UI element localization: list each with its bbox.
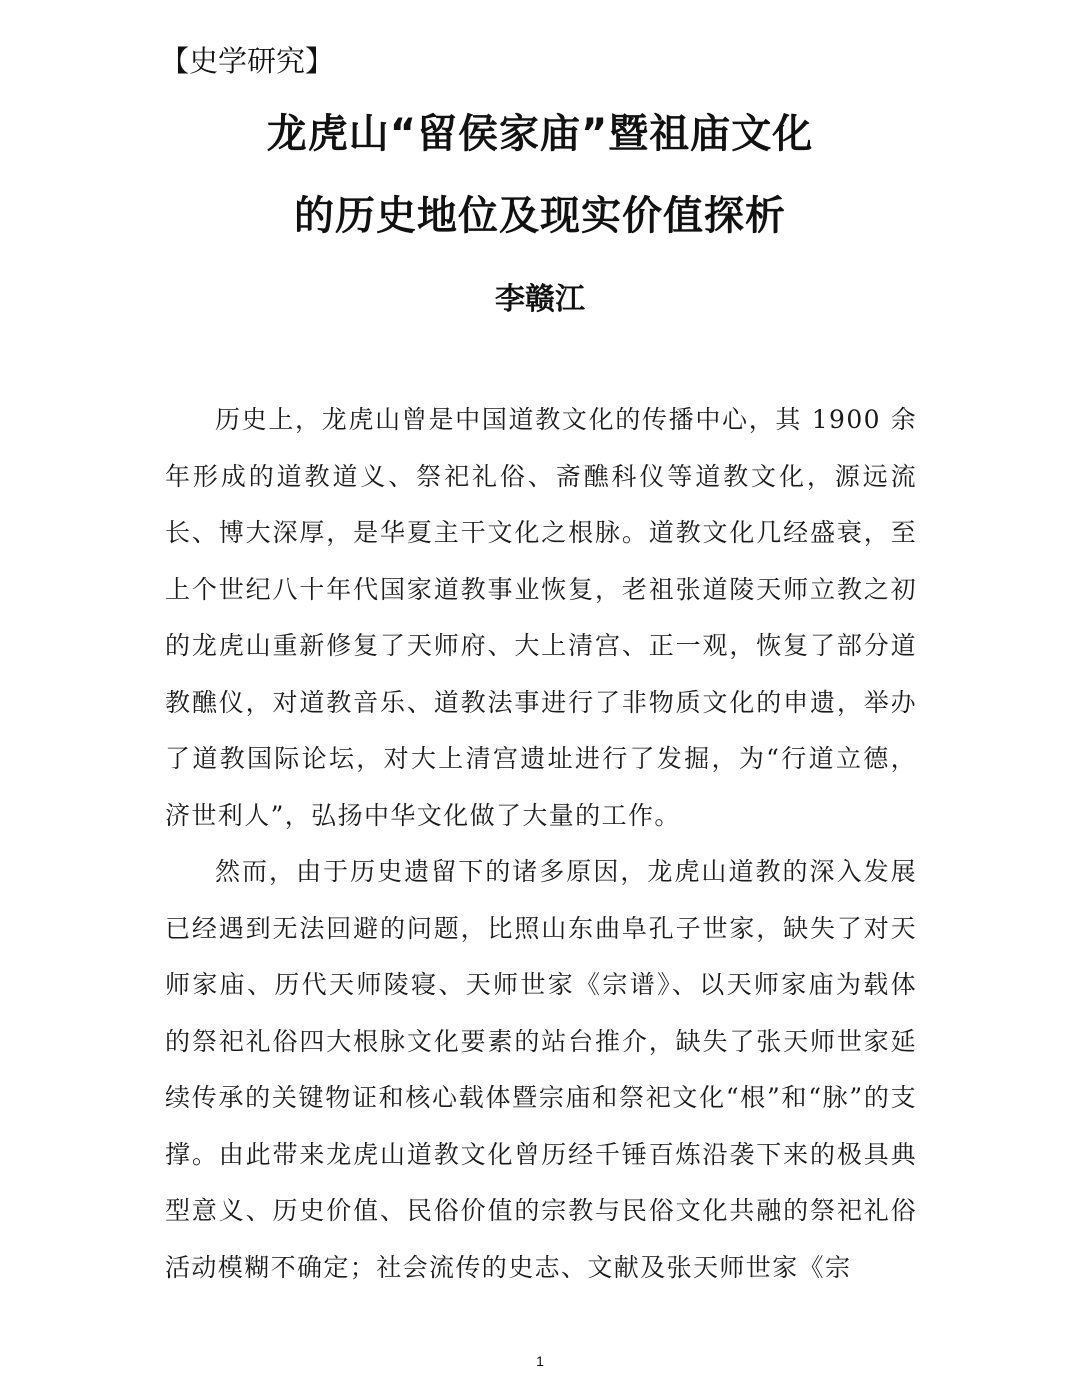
- title-line-2: 的历史地位及现实价值探析: [294, 193, 786, 239]
- paragraph: 历史上，龙虎山曾是中国道教文化的传播中心，其 1900 余年形成的道教道义、祭祀礼俗、斋醮科仪等道教文化，源远流长、博大深厚，是华夏主干文化之根脉。道教文化几经盛衰，至上个世纪八十年代国家道教事业恢复，老祖张道陵天师立教之初的龙虎山重新修复了天师府、大上清宫、正一观，恢复了部分道教醮仪，对道教音乐、道教法事进行了非物质文化的申遗，举办了道教国际论坛，对大上清宫遗址进行了发掘，为“行道立德，济世利人”，弘扬中华文化做了大量的工作。: [165, 405, 917, 830]
- section-tag: 【史学研究】: [160, 46, 335, 78]
- author-name: 李赣江: [495, 282, 585, 317]
- article-body: [165, 392, 917, 1296]
- title-line-1: 龙虎山“留侯家庙”暨祖庙文化: [266, 111, 814, 157]
- page-number: 1: [536, 1353, 544, 1369]
- paragraph: 然而，由于历史遗留下的诸多原因，龙虎山道教的深入发展已经遇到无法回避的问题，比照山东曲阜孔子世家，缺失了对天师家庙、历代天师陵寝、天师世家《宗谱》、以天师家庙为载体的祭祀礼俗四大根脉文化要素的站台推介，缺失了张天师世家延续传承的关键物证和核心载体暨宗庙和祭祀文化“根”和“脉”的支撑。由此带来龙虎山道教文化曾历经千锤百炼沿袭下来的极具典型意义、历史价值、民俗价值的宗教与民俗文化共融的祭祀礼俗活动模糊不确定；社会流传的史志、文献及张天师世家《宗: [165, 857, 917, 1282]
